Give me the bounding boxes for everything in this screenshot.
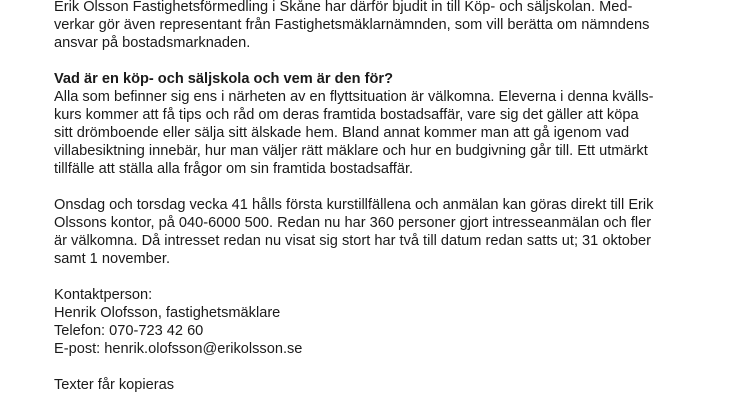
section-line: villabesiktning innebär, hur man väljer rätt mäklare och hur en budgivning går till. Ett utmärkt (54, 143, 648, 159)
intro-line: ansvar på bostadsmarknaden. (54, 35, 251, 51)
contact-block (54, 286, 694, 358)
dates-line: Olssons kontor, på 040-6000 500. Redan nu har 360 personer gjort intresseanmälan och fler (54, 215, 652, 231)
press-release-body (54, 0, 694, 394)
section-line: tillfälle att ställa alla frågor om sin framtida bostadsaffär. (54, 161, 414, 177)
section-line: sitt drömboende eller sälja sitt älskade hem. Bland annat kommer man att gå igenom vad (54, 125, 630, 141)
paragraph-spacer (54, 358, 694, 376)
contact-label: Kontaktperson: (54, 287, 153, 303)
paragraph-spacer (54, 52, 694, 70)
contact-phone: Telefon: 070-723 42 60 (54, 323, 204, 339)
contact-email: E-post: henrik.olofsson@erikolsson.se (54, 341, 303, 357)
dates-paragraph (54, 196, 694, 268)
copy-notice: Texter får kopieras (54, 377, 175, 393)
intro-line: verkar gör även representant från Fastighetsmäklarnämnden, som vill berätta om nämndens (54, 17, 650, 33)
contact-name: Henrik Olofsson, fastighetsmäklare (54, 305, 281, 321)
intro-line: Erik Olsson Fastighetsförmedling i Skåne har därför bjudit in till Köp- och säljskolan. Med- (54, 0, 633, 15)
intro-paragraph (54, 0, 694, 52)
paragraph-spacer (54, 178, 694, 196)
section-line: kurs kommer att få tips och råd om deras framtida bostadsaffär, vare sig det gäller att köpa (54, 107, 639, 123)
school-section (54, 70, 694, 178)
dates-line: Onsdag och torsdag vecka 41 hålls första kurstillfällena och anmälan kan göras direkt till Erik (54, 197, 654, 213)
dates-line: är välkomna. Då intresset redan nu visat sig stort har två till datum redan satts ut; 31 oktober (54, 233, 652, 249)
paragraph-spacer (54, 268, 694, 286)
section-line: Alla som befinner sig ens i närheten av en flyttsituation är välkomna. Eleverna i denna kvälls- (54, 89, 654, 105)
dates-line: samt 1 november. (54, 251, 170, 267)
section-heading: Vad är en köp- och säljskola och vem är den för? (54, 71, 394, 87)
